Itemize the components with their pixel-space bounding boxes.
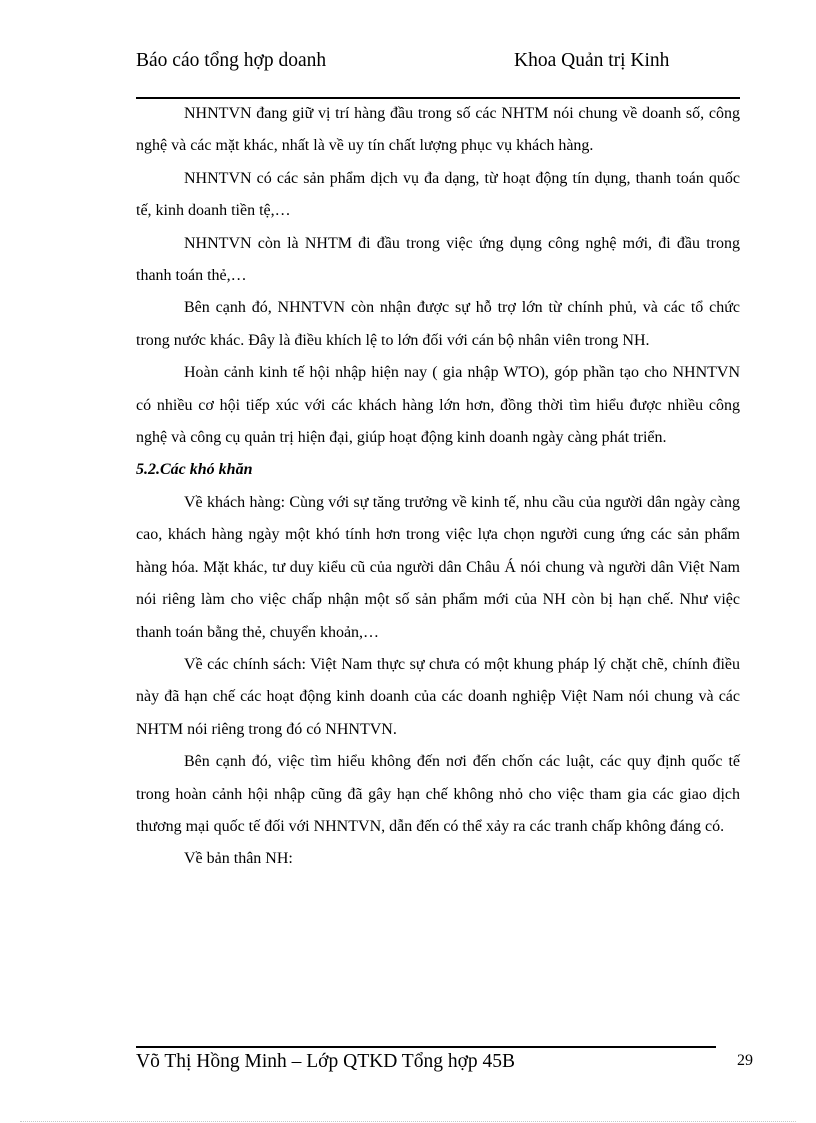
body-paragraph: Bên cạnh đó, NHNTVN còn nhận được sự hỗ trợ lớn từ chính phủ, và các tổ chức trong nước khác. Đây là điều khích lệ to lớn đối với cán bộ nhân viên trong NH. xyxy=(136,299,740,349)
body-paragraph: Về bản thân NH: xyxy=(184,850,293,868)
body-paragraph: NHNTVN còn là NHTM đi đầu trong việc ứng dụng công nghệ mới, đi đầu trong thanh toán thẻ,… xyxy=(136,234,740,285)
page-number: 29 xyxy=(737,1052,753,1069)
footer-divider xyxy=(136,1046,716,1048)
body-paragraph: NHNTVN đang giữ vị trí hàng đầu trong số các NHTM nói chung về doanh số, công nghệ và các mặt khác, nhất là về uy tín chất lượng phục vụ khách hàng. xyxy=(136,105,740,155)
header-left-title: Báo cáo tổng hợp doanh xyxy=(136,50,327,71)
page-edge-divider xyxy=(20,1121,796,1122)
body-paragraph: Về các chính sách: Việt Nam thực sự chưa có một khung pháp lý chặt chẽ, chính điều này đã hạn chế các hoạt động kinh doanh của các doanh nghiệp Việt Nam nói chung và các NHTM nói riêng trong đó có NHNTVN. xyxy=(136,655,740,738)
body-paragraph: Hoàn cảnh kinh tế hội nhập hiện nay ( gia nhập WTO), góp phần tạo cho NHNTVN có nhiều cơ hội tiếp xúc với các khách hàng lớn hơn, đồng thời tìm hiểu được nhiều công nghệ và công cụ quản trị hiện đại, giúp hoạt động kinh doanh ngày càng phát triển. xyxy=(136,364,740,447)
document-body xyxy=(136,98,740,876)
section-heading: 5.2.Các khó khăn xyxy=(136,461,253,479)
body-paragraph: Bên cạnh đó, việc tìm hiểu không đến nơi đến chốn các luật, các quy định quốc tế trong hoàn cảnh hội nhập cũng đã gây hạn chế không nhỏ cho việc tham gia các giao dịch thương mại quốc tế đối với NHNTVN, dẫn đến có thể xảy ra các tranh chấp không đáng có. xyxy=(136,753,740,835)
body-paragraph: Về khách hàng: Cùng với sự tăng trưởng về kinh tế, nhu cầu của người dân ngày càng cao, khách hàng ngày một khó tính hơn trong việc lựa chọn người cung ứng các sản phẩm hàng hóa. Mặt khác, tư duy kiểu cũ của người dân Châu Á nói chung và người dân Việt Nam nói riêng làm cho việc chấp nhận một số sản phẩm mới của NH còn bị hạn chế. Như việc thanh toán bằng thẻ, chuyển khoản,… xyxy=(136,493,740,641)
header-right-title: Khoa Quản trị Kinh xyxy=(514,50,670,71)
body-paragraph: NHNTVN có các sản phẩm dịch vụ đa dạng, từ hoạt động tín dụng, thanh toán quốc tế, kinh doanh tiền tệ,… xyxy=(136,169,740,220)
footer-author: Võ Thị Hồng Minh – Lớp QTKD Tổng hợp 45B xyxy=(136,1051,516,1072)
